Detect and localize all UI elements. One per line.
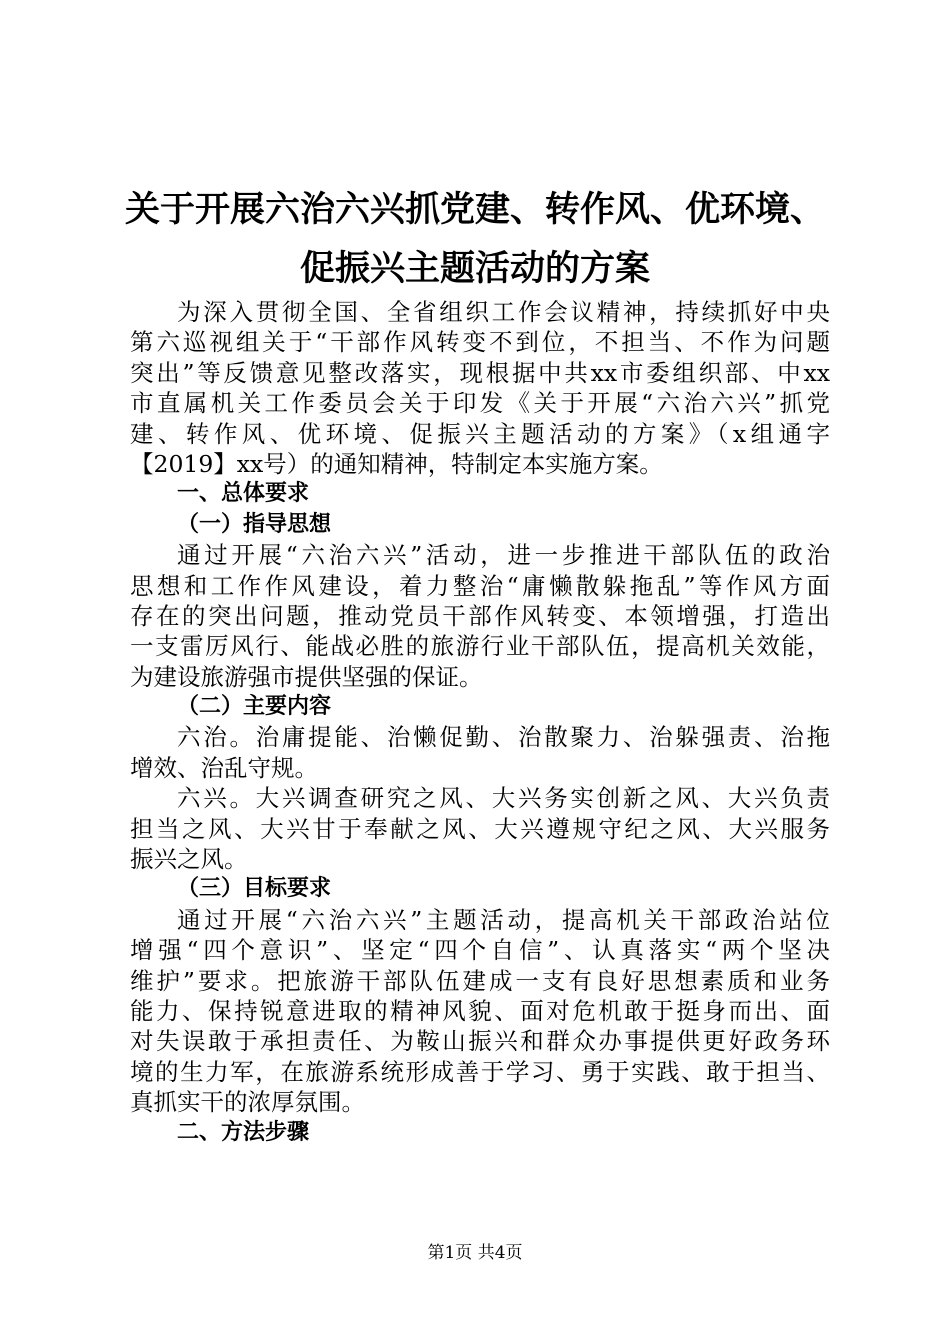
paragraph-goals-line-7: 真抓实干的浓厚氛围。: [130, 1088, 365, 1117]
section-heading-2: 二、方法步骤: [177, 1119, 310, 1145]
paragraph-goals-line-2: 增强“四个意识”、坚定“四个自信”、认真落实“两个坚决: [130, 936, 830, 965]
paragraph-intro-line-4: 市直属机关工作委员会关于印发《关于开展“六治六兴”抓党: [130, 389, 830, 418]
paragraph-goals-line-6: 境的生力军，在旅游系统形成善于学习、勇于实践、敢于担当、: [130, 1057, 830, 1086]
paragraph-guiding-line-3: 存在的突出问题，推动党员干部作风转变、本领增强，打造出: [130, 601, 830, 630]
paragraph-six-governance-line-2: 增效、治乱守规。: [130, 753, 318, 782]
subsection-heading-2: （二）主要内容: [177, 694, 332, 720]
paragraph-guiding-line-5: 为建设旅游强市提供坚强的保证。: [130, 662, 483, 691]
paragraph-six-governance-line-1: 六治。治庸提能、治懒促勤、治散聚力、治躲强责、治拖: [177, 723, 830, 752]
paragraph-guiding-line-2: 思想和工作作风建设，着力整治“庸懒散躲拖乱”等作风方面: [130, 571, 830, 600]
page-footer: 第1页 共4页: [427, 1243, 523, 1263]
paragraph-goals-line-3: 维护”要求。把旅游干部队伍建成一支有良好思想素质和业务: [130, 966, 830, 995]
paragraph-goals-line-5: 对失误敢于承担责任、为鞍山振兴和群众办事提供更好政务环: [130, 1027, 830, 1056]
paragraph-guiding-line-4: 一支雷厉风行、能战必胜的旅游行业干部队伍，提高机关效能，: [130, 632, 830, 661]
paragraph-six-promotion-line-1: 六兴。大兴调查研究之风、大兴务实创新之风、大兴负责: [177, 784, 830, 813]
paragraph-intro-line-3: 突出”等反馈意见整改落实，现根据中共xx市委组织部、中xx: [130, 358, 830, 387]
subsection-heading-1: （一）指导思想: [177, 511, 332, 537]
paragraph-six-promotion-line-2: 担当之风、大兴甘于奉献之风、大兴遵规守纪之风、大兴服务: [130, 814, 830, 843]
document-title-line-1: 关于开展六治六兴抓党建、转作风、优环境、: [124, 190, 825, 230]
paragraph-guiding-line-1: 通过开展“六治六兴”活动，进一步推进干部队伍的政治: [177, 541, 830, 570]
document-title-line-2: 促振兴主题活动的方案: [299, 249, 650, 289]
paragraph-intro-line-6: 【2019】xx号）的通知精神，特制定本实施方案。: [130, 449, 663, 478]
paragraph-six-promotion-line-3: 振兴之风。: [130, 845, 248, 874]
subsection-heading-3: （三）目标要求: [177, 876, 332, 902]
paragraph-goals-line-4: 能力、保持锐意进取的精神风貌、面对危机敢于挺身而出、面: [130, 996, 830, 1025]
paragraph-intro-line-2: 第六巡视组关于“干部作风转变不到位，不担当、不作为问题: [130, 328, 830, 357]
section-heading-1: 一、总体要求: [177, 481, 310, 507]
paragraph-intro-line-5: 建、转作风、优环境、促振兴主题活动的方案》（x组通字: [130, 419, 830, 448]
paragraph-intro-line-1: 为深入贯彻全国、全省组织工作会议精神，持续抓好中央: [177, 298, 830, 326]
paragraph-goals-line-1: 通过开展“六治六兴”主题活动，提高机关干部政治站位: [177, 905, 830, 934]
document-body: [130, 297, 830, 1148]
